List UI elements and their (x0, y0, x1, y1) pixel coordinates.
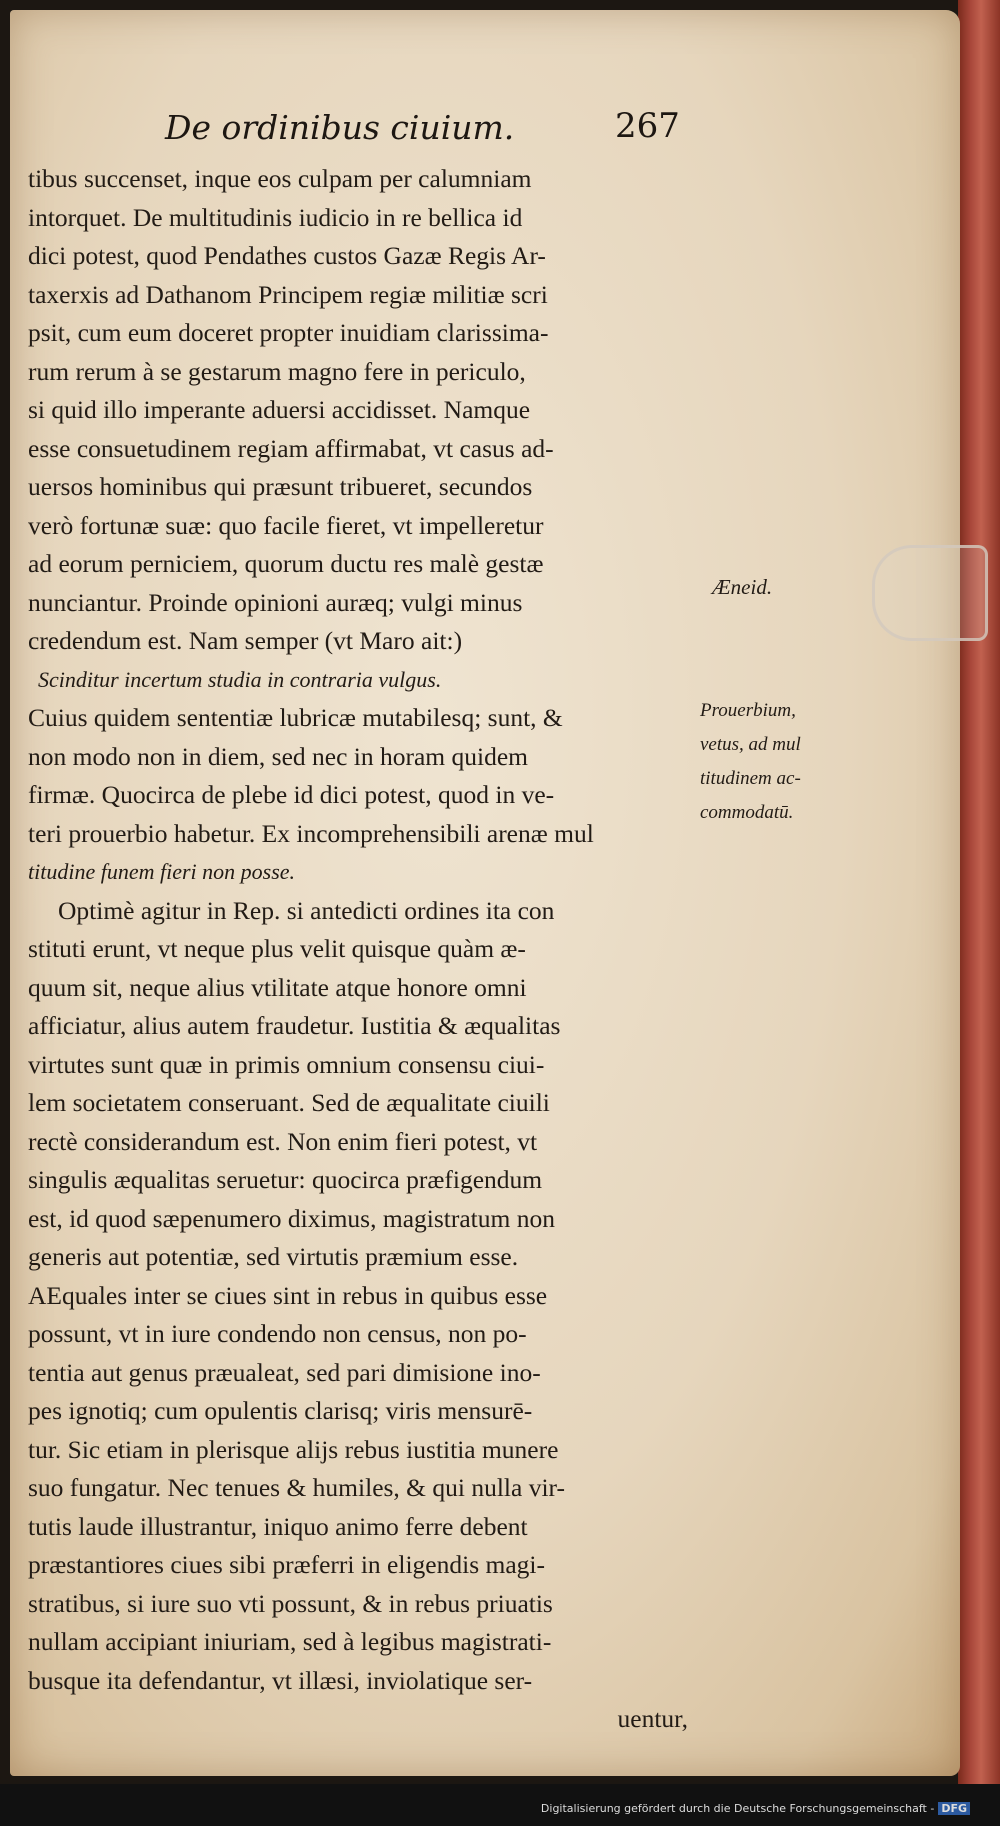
page-clip (872, 545, 988, 641)
page-number: 267 (615, 106, 680, 146)
text-line: Optimè agitur in Rep. si antedicti ordines ita con (58, 895, 555, 925)
marginal-note-aeneid: Æneid. (712, 575, 773, 599)
footer-credit (541, 1802, 970, 1815)
text-line: credendum est. Nam semper (vt Maro ait:) (28, 626, 463, 655)
text-line: præstantiores ciues sibi præferri in eligendis magi- (28, 1550, 545, 1579)
text-line: nunciantur. Proinde opinioni auræq; vulgi minus (28, 587, 523, 617)
text-line: psit, cum eum doceret propter inuidiam clarissima- (28, 318, 549, 347)
catchword: uentur, (617, 1704, 688, 1733)
footer-bar (0, 1784, 1000, 1826)
text-line: tutis laude illustrantur, iniquo animo ferre debent (28, 1511, 528, 1541)
text-line: est, id quod sæpenumero diximus, magistratum non (28, 1203, 555, 1233)
running-header: De ordinibus ciuium. (165, 108, 515, 147)
text-line: suo fungatur. Nec tenues & humiles, & qui nulla vir- (28, 1473, 566, 1502)
text-line: taxerxis ad Dathanom Principem regiæ militiæ scri (28, 279, 548, 309)
marginal-note-line: titudinem ac- (700, 768, 801, 789)
text-line: dici potest, quod Pendathes custos Gazæ Regis Ar- (28, 241, 546, 270)
text-line: si quid illo imperante aduersi accidisset. Namque (28, 395, 531, 424)
text-line: lem societatem conseruant. Sed de æqualitate ciuili (28, 1088, 550, 1117)
text-line: non modo non in diem, sed nec in horam quidem (28, 741, 529, 771)
text-line: stratibus, si iure suo vti possunt, & in rebus priuatis (28, 1588, 553, 1618)
text-line: uersos hominibus qui præsunt tribueret, secundos (28, 472, 533, 501)
footer-text: Digitalisierung gefördert durch die Deutsche Forschungsgemeinschaft - (540, 1802, 935, 1815)
text-line: tentia aut genus præualeat, sed pari dimisione ino- (28, 1357, 541, 1387)
text-line: tibus succenset, inque eos culpam per calumniam (28, 164, 532, 193)
text-line: ad eorum perniciem, quorum ductu res malè gestæ (28, 549, 544, 578)
text-line: nullam accipiant iniuriam, sed à legibus magistrati- (28, 1627, 552, 1656)
text-line: rum rerum à se gestarum magno fere in periculo, (28, 356, 526, 386)
text-line: tur. Sic etiam in plerisque alijs rebus iustitia munere (28, 1434, 559, 1464)
text-line: quum sit, neque alius vtilitate atque honore omni (28, 972, 527, 1002)
text-line: generis aut potentiæ, sed virtutis præmium esse. (28, 1242, 519, 1271)
marginal-note-line: vetus, ad mul (700, 734, 801, 755)
text-line: afficiatur, alius autem fraudetur. Iustitia & æqualitas (28, 1011, 561, 1040)
book-edge (958, 0, 1000, 1826)
verse-quotation: Scinditur incertum studia in contraria vulgus. (38, 666, 442, 692)
dfg-logo: DFG (938, 1802, 970, 1815)
text-line: busque ita defendantur, vt illæsi, inviolatique ser- (28, 1665, 533, 1695)
marginal-note-line: Prouerbium, (700, 700, 796, 721)
text-line: Cuius quidem sententiæ lubricæ mutabilesq; sunt, & (28, 703, 563, 732)
text-line: esse consuetudinem regiam affirmabat, vt casus ad- (28, 433, 554, 463)
text-line: pes ignotiq; cum opulentis clarisq; viris mensurē- (28, 1396, 533, 1425)
text-line: verò fortunæ suæ: quo facile fieret, vt impelleretur (28, 510, 544, 540)
marginal-note-proverb (700, 694, 801, 830)
text-line-italic: titudine funem fieri non posse. (28, 859, 296, 884)
text-line: intorquet. De multitudinis iudicio in re bellica id (28, 202, 523, 232)
body-text (28, 160, 698, 1739)
text-line: AEquales inter se ciues sint in rebus in quibus esse (28, 1280, 548, 1310)
text-line: possunt, vt in iure condendo non census, non po- (28, 1319, 527, 1348)
text-line: stituti erunt, vt neque plus velit quisque quàm æ- (28, 934, 526, 963)
text-line: singulis æqualitas seruetur: quocirca præfigendum (28, 1165, 543, 1194)
marginal-note-line: commodatū. (700, 802, 794, 823)
text-line: teri prouerbio habetur. Ex incomprehensibili arenæ mul (28, 818, 594, 848)
text-line: rectè considerandum est. Non enim fieri potest, vt (28, 1126, 538, 1156)
text-line: virtutes sunt quæ in primis omnium consensu ciui- (28, 1049, 545, 1079)
text-line: firmæ. Quocirca de plebe id dici potest, quod in ve- (28, 780, 555, 809)
